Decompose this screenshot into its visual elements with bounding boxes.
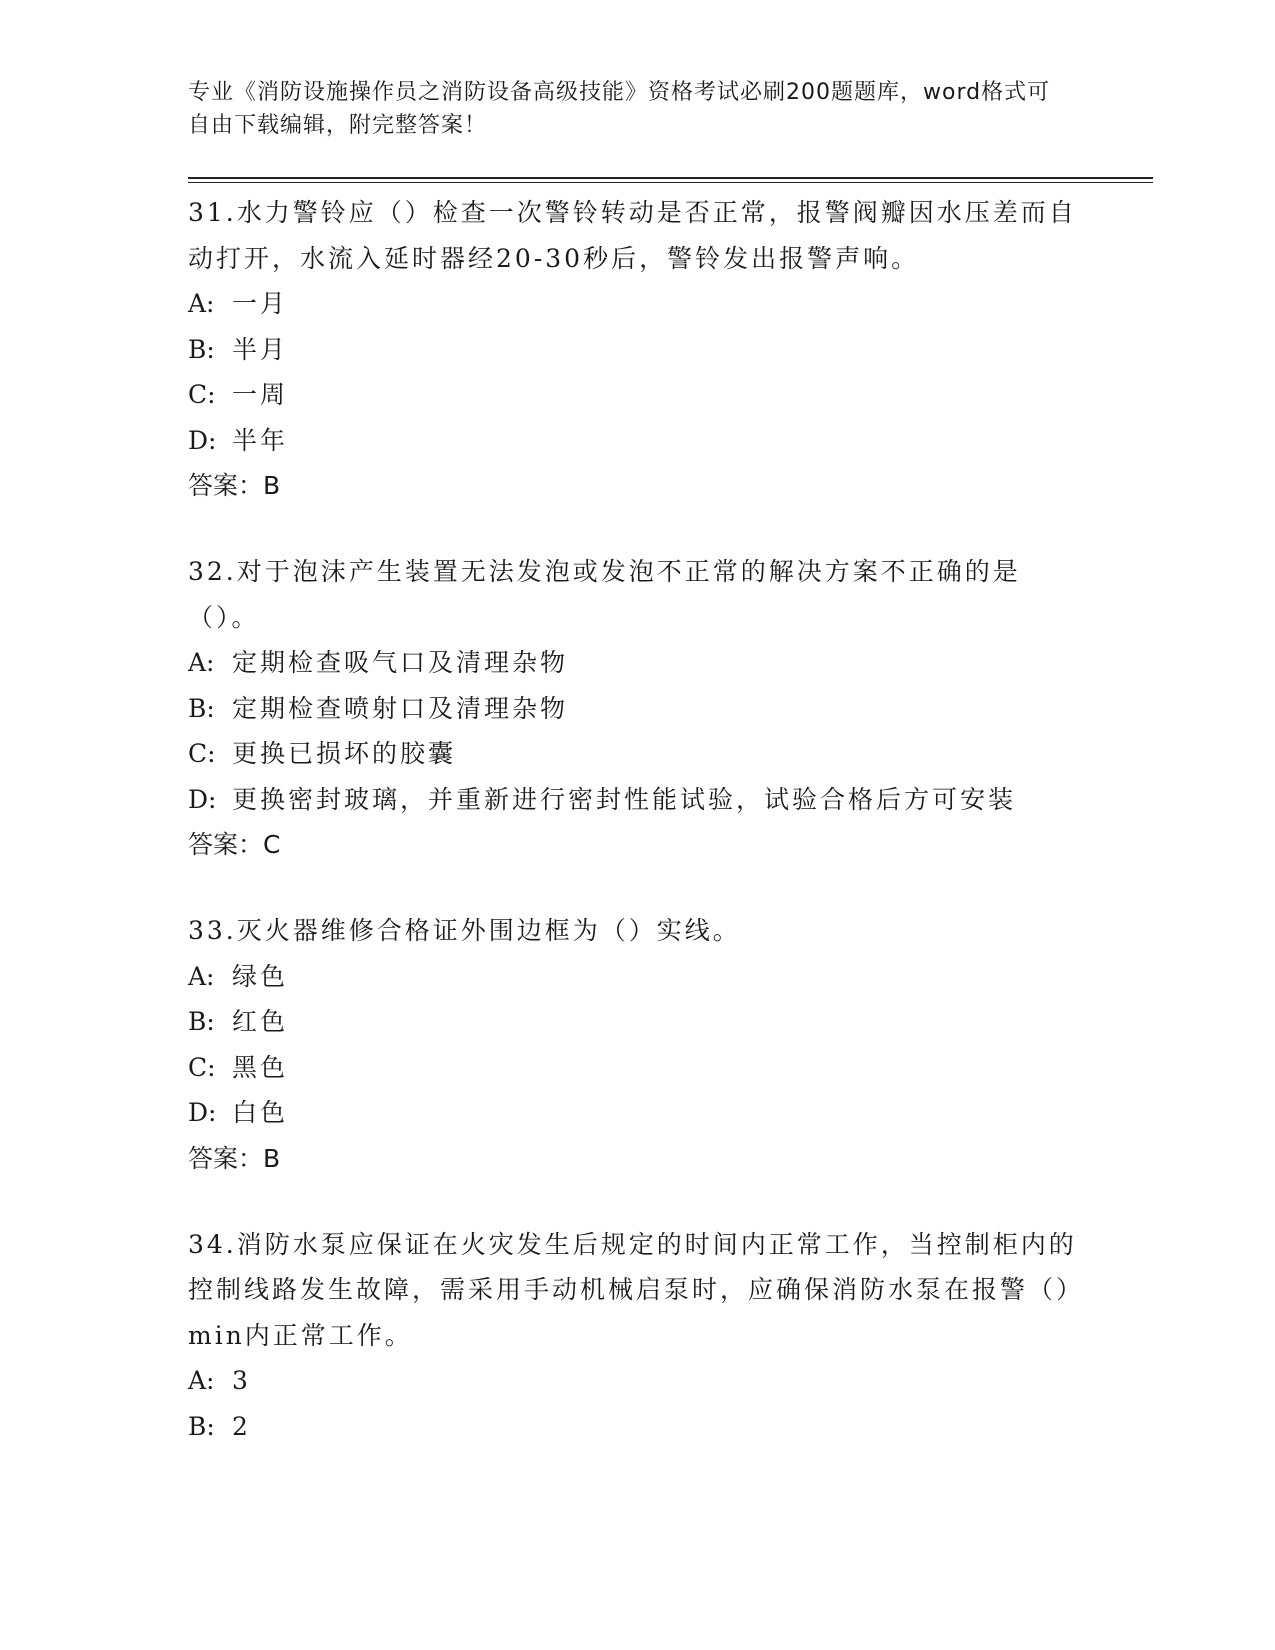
option-b: [188, 999, 1088, 1045]
option-label: B:: [188, 693, 215, 723]
question-stem: 33.灭火器维修合格证外围边框为（）实线。: [188, 916, 741, 945]
option-text: 黑色: [232, 1052, 289, 1082]
option-a: [188, 281, 1088, 327]
option-text: 定期检查喷射口及清理杂物: [232, 693, 569, 723]
document-header: 专业《消防设施操作员之消防设备高级技能》资格考试必刷200题题库，word格式可自由下载编辑，附完整答案！: [188, 80, 1051, 138]
option-text: 2: [232, 1411, 251, 1441]
question-34: [188, 1222, 1088, 1450]
option-b: [188, 327, 1088, 373]
question-31: [188, 190, 1088, 508]
answer-line: 答案：C: [188, 830, 281, 859]
option-d: [188, 1090, 1088, 1136]
question-stem: 31.水力警铃应（）检查一次警铃转动是否正常，报警阀瓣因水压差而自动打开，水流入延时器经20-30秒后，警铃发出报警声响。: [188, 198, 1077, 273]
option-text: 绿色: [232, 961, 289, 991]
header-divider-thick: [188, 177, 1153, 179]
option-text: 更换密封玻璃，并重新进行密封性能试验，试验合格后方可安装: [232, 784, 1017, 814]
option-a: [188, 1358, 1088, 1404]
option-label: A:: [188, 289, 215, 318]
option-text: 一月: [232, 289, 289, 318]
option-text: 3: [232, 1366, 251, 1395]
option-text: 一周: [232, 380, 289, 409]
option-c: [188, 731, 1088, 777]
option-label: B:: [188, 1411, 215, 1441]
option-label: B:: [188, 1007, 215, 1036]
option-label: C:: [188, 1052, 216, 1082]
option-label: A:: [188, 1366, 215, 1395]
option-text: 白色: [232, 1098, 289, 1127]
option-label: A:: [188, 648, 215, 677]
answer-line: 答案：B: [188, 471, 281, 500]
option-label: A:: [188, 961, 215, 991]
option-c: [188, 1045, 1088, 1091]
question-list: [188, 190, 1088, 1490]
answer-line: 答案：B: [188, 1143, 281, 1173]
option-a: [188, 954, 1088, 1000]
option-a: [188, 640, 1088, 686]
question-33: [188, 908, 1088, 1181]
header-divider-thin: [188, 182, 1153, 183]
option-text: 半月: [232, 334, 289, 364]
question-stem: 32.对于泡沫产生装置无法发泡或发泡不正常的解决方案不正确的是（）。: [188, 557, 1021, 632]
option-d: [188, 418, 1088, 464]
option-text: 更换已损坏的胶囊: [232, 739, 457, 768]
option-d: [188, 777, 1088, 823]
option-label: B:: [188, 334, 215, 364]
option-text: 半年: [232, 425, 289, 455]
option-b: [188, 1404, 1088, 1450]
option-b: [188, 686, 1088, 732]
option-label: C:: [188, 739, 216, 768]
option-c: [188, 372, 1088, 418]
option-text: 红色: [232, 1007, 289, 1036]
option-label: D:: [188, 1098, 217, 1127]
option-label: D:: [188, 425, 217, 455]
option-label: C:: [188, 380, 216, 409]
question-stem: 34.消防水泵应保证在火灾发生后规定的时间内正常工作，当控制柜内的控制线路发生故障，需采用手动机械启泵时，应确保消防水泵在报警（）min内正常工作。: [188, 1229, 1085, 1350]
question-32: [188, 549, 1088, 867]
option-text: 定期检查吸气口及清理杂物: [232, 648, 569, 677]
option-label: D:: [188, 784, 217, 814]
